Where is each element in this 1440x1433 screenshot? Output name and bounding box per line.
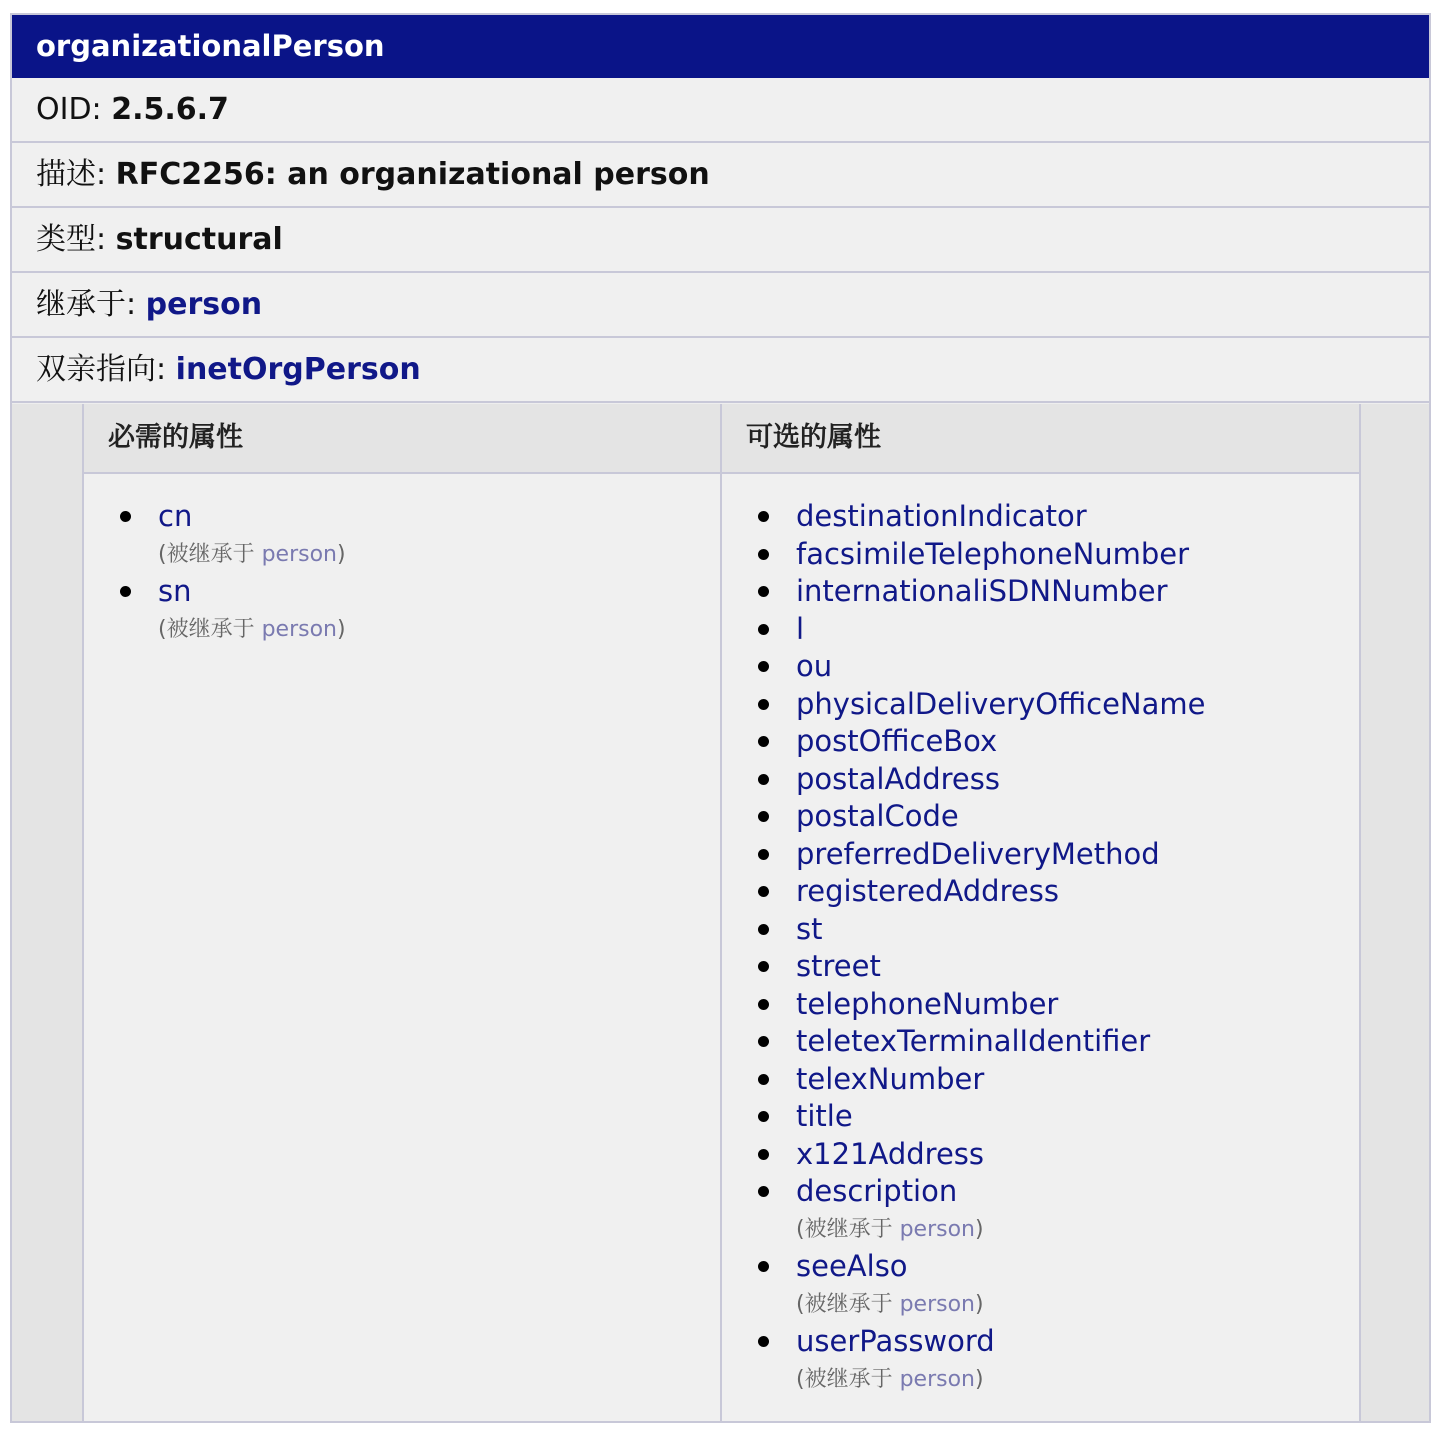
description-label: 描述: [36,157,116,192]
list-item [756,798,1359,836]
list-item [756,611,1359,649]
list-item [756,761,1359,799]
list-item [118,498,720,573]
attribute-link[interactable]: telexNumber [796,1061,985,1096]
parent-of-link[interactable]: inetOrgPerson [175,352,421,387]
attribute-link[interactable]: teletexTerminalIdentifier [796,1024,1151,1058]
inherited-from-link[interactable]: person [899,1291,975,1317]
list-item [756,648,1359,686]
bullet-icon [758,586,769,597]
list-item [756,1023,1359,1061]
attribute-link[interactable]: sn [158,574,192,608]
attribute-link[interactable]: facsimileTelephoneNumber [796,536,1190,571]
attribute-link[interactable]: postalCode [796,799,959,833]
inherited-from-link[interactable]: person [261,541,337,567]
bullet-icon [758,1074,769,1085]
inherited-prefix: (被继承于 [796,1291,900,1317]
bullet-icon [758,999,769,1010]
list-item [756,1173,1359,1248]
bullet-icon [758,1336,769,1347]
attribute-link[interactable]: st [796,911,823,946]
inherited-suffix: ) [975,1216,984,1242]
attribute-link[interactable]: ou [796,649,833,683]
attribute-link[interactable]: telephoneNumber [796,986,1059,1021]
bullet-icon [120,511,131,522]
inherited-from-link[interactable]: person [899,1216,975,1242]
attribute-link[interactable]: street [796,949,881,983]
list-item [756,836,1359,874]
list-item [756,1098,1359,1136]
bullet-icon [758,1261,769,1272]
list-item [756,686,1359,724]
bullet-icon [758,736,769,747]
oid-row [12,78,1429,143]
bullet-icon [758,699,769,710]
bullet-icon [758,849,769,860]
inherited-from-link[interactable]: person [261,616,337,642]
bullet-icon [758,624,769,635]
inherited-note [796,1361,1359,1399]
inherited-note [158,536,720,574]
objectclass-panel [10,13,1431,1423]
attribute-link[interactable]: cn [158,499,193,533]
list-item [756,1248,1359,1323]
bullet-icon [758,1186,769,1197]
attribute-link[interactable]: userPassword [796,1324,995,1358]
list-item [756,911,1359,949]
inherited-prefix: (被继承于 [158,541,262,567]
type-label: 类型: [36,222,116,257]
inherited-suffix: ) [975,1366,984,1392]
list-item [756,723,1359,761]
objectclass-title: organizationalPerson [12,15,1429,78]
inherited-prefix: (被继承于 [158,616,262,642]
bullet-icon [758,1111,769,1122]
list-item [756,873,1359,911]
list-item [118,573,720,648]
attribute-link[interactable]: x121Address [796,1136,985,1171]
bullet-icon [758,774,769,785]
inherited-note [158,611,720,649]
optional-attributes-list [722,474,1359,1398]
required-attributes-list [84,474,720,648]
inherited-suffix: ) [337,616,346,642]
list-item [756,498,1359,536]
list-item [756,536,1359,574]
bullet-icon [758,549,769,560]
inherits-row [12,273,1429,338]
type-value: structural [115,222,283,257]
attributes-section [12,404,1429,1421]
attribute-link[interactable]: preferredDeliveryMethod [796,836,1160,871]
attribute-link[interactable]: seeAlso [796,1249,908,1283]
inherits-link[interactable]: person [145,287,263,322]
bullet-icon [120,586,131,597]
attribute-link[interactable]: description [796,1174,958,1208]
attribute-link[interactable]: title [796,1099,853,1133]
inherited-note [796,1211,1359,1249]
list-item [756,986,1359,1024]
description-value: RFC2256: an organizational person [115,157,710,192]
oid-value: 2.5.6.7 [111,92,229,127]
inherits-label: 继承于: [36,287,146,322]
list-item [756,1323,1359,1398]
inherited-suffix: ) [337,541,346,567]
bullet-icon [758,1149,769,1160]
attribute-link[interactable]: postalAddress [796,761,1000,796]
bullet-icon [758,961,769,972]
attribute-link[interactable]: postOfficeBox [796,724,998,758]
description-row [12,143,1429,208]
bullet-icon [758,924,769,935]
inherited-from-link[interactable]: person [899,1366,975,1392]
attributes-table [82,404,1361,1421]
required-attributes-heading: 必需的属性 [84,404,720,474]
parent-of-label: 双亲指向: [36,352,176,387]
optional-attributes-heading: 可选的属性 [722,404,1359,474]
inherited-note [796,1286,1359,1324]
attribute-link[interactable]: destinationIndicator [796,499,1087,533]
bullet-icon [758,511,769,522]
attribute-link[interactable]: physicalDeliveryOfficeName [796,686,1206,721]
inherited-prefix: (被继承于 [796,1216,900,1242]
bullet-icon [758,886,769,897]
attribute-link[interactable]: registeredAddress [796,874,1059,908]
inherited-suffix: ) [975,1291,984,1317]
list-item [756,573,1359,611]
list-item [756,1061,1359,1099]
bullet-icon [758,661,769,672]
attribute-link[interactable]: l [796,611,805,646]
attribute-link[interactable]: internationaliSDNNumber [796,574,1168,608]
required-attributes-column [84,404,722,1421]
list-item [756,1136,1359,1174]
inherited-prefix: (被继承于 [796,1366,900,1392]
bullet-icon [758,811,769,822]
list-item [756,948,1359,986]
optional-attributes-column [722,404,1359,1421]
oid-label: OID: [36,92,112,127]
bullet-icon [758,1036,769,1047]
type-row [12,208,1429,273]
parent-of-row [12,338,1429,403]
